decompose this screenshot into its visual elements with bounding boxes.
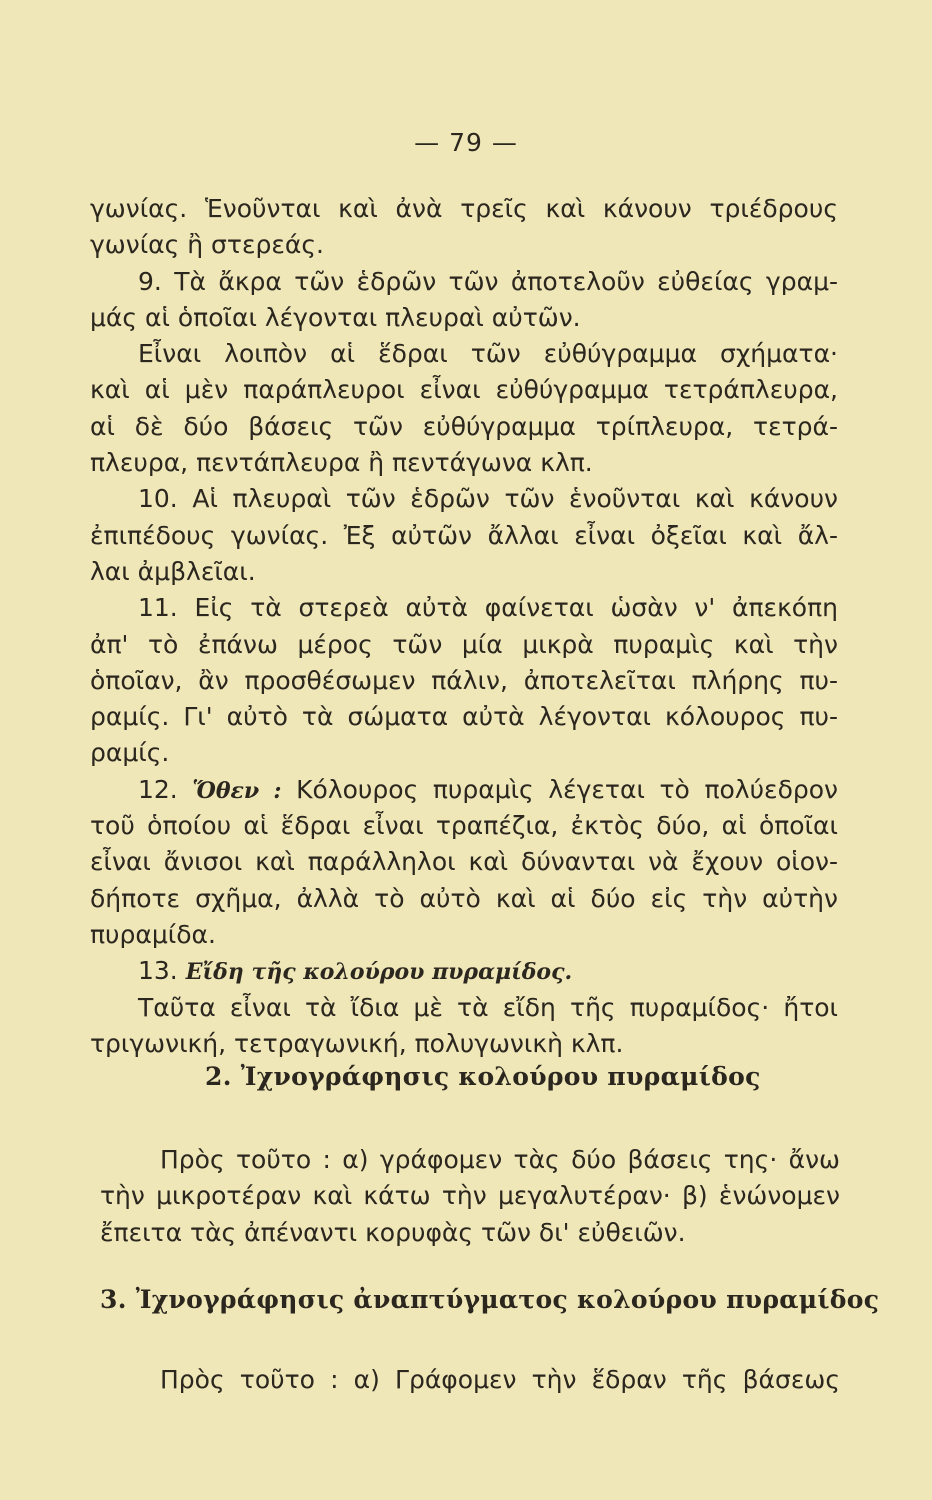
text-line: 9. Τὰ ἄκρα τῶν ἑδρῶν τῶν ἀποτελοῦν εὐθείας γραμ-: [138, 266, 838, 296]
text-line: 10. Αἱ πλευραὶ τῶν ἑδρῶν τῶν ἑνοῦνται καὶ κάνουν: [138, 484, 838, 514]
text-line: ραμίς. Γι' αὐτὸ τὰ σώματα αὐτὰ λέγονται κόλουρος πυ-: [90, 702, 838, 732]
text-line: τριγωνική, τετραγωνική, πολυγωνικὴ κλπ.: [90, 1028, 624, 1058]
text-line: Πρὸς τοῦτο : α) γράφομεν τὰς δύο βάσεις της· ἄνω: [160, 1145, 840, 1174]
text-line: [90, 772, 838, 808]
text-line: αἱ δὲ δύο βάσεις τῶν εὐθύγραμμα τρίπλευρα, τετρά-: [90, 411, 838, 441]
italic-term: Ὅθεν :: [192, 777, 282, 804]
text-line: πλευρα, πεντάπλευρα ἢ πεντάγωνα κλπ.: [90, 448, 593, 478]
section-heading-2: 2. Ἰχνογράφησις κολούρου πυραμίδος: [205, 1062, 761, 1091]
text-line: Πρὸς τοῦτο : α) Γράφομεν τὴν ἕδραν τῆς βάσεως: [160, 1365, 840, 1394]
section-3-text: [100, 1362, 840, 1398]
item-number: 12.: [138, 774, 178, 804]
text-line: ἀπ' τὸ ἐπάνω μέρος τῶν μία μικρὰ πυραμὶς καὶ τὴν: [90, 629, 838, 659]
text-line: μάς αἱ ὁποῖαι λέγονται πλευραὶ αὐτῶν.: [90, 302, 581, 332]
text-line: ὁποῖαν, ἂν προσθέσωμεν πάλιν, ἀποτελεῖται πλήρης πυ-: [90, 665, 838, 695]
text-line: δήποτε σχῆμα, ἀλλὰ τὸ αὐτὸ καὶ αἱ δύο εἰς τὴν αὐτὴν: [90, 883, 838, 913]
definition-text: Κόλουρος πυραμὶς λέγεται τὸ πολύεδρον: [296, 774, 838, 804]
page-number: — 79 —: [414, 128, 518, 157]
text-line: γωνίας ἢ στερεάς.: [90, 230, 324, 260]
italic-subtitle: Εἴδη τῆς κολούρου πυραμίδος.: [185, 959, 573, 986]
text-line: πυραμίδα.: [90, 919, 216, 949]
text-line: Ταῦτα εἶναι τὰ ἴδια μὲ τὰ εἴδη τῆς πυραμίδος· ἤτοι: [138, 992, 838, 1022]
text-line: τοῦ ὁποίου αἱ ἕδραι εἶναι τραπέζια, ἐκτὸς δύο, αἱ ὁποῖαι: [90, 811, 838, 841]
text-line: [90, 953, 838, 989]
text-line: καὶ αἱ μὲν παράπλευροι εἶναι εὐθύγραμμα τετράπλευρα,: [90, 375, 838, 405]
section-2-text: [100, 1142, 840, 1251]
text-line: 11. Εἰς τὰ στερεὰ αὐτὰ φαίνεται ὡσὰν ν' ἀπεκόπη: [138, 593, 838, 623]
text-line: ἐπιπέδους γωνίας. Ἐξ αὐτῶν ἄλλαι εἶναι ὀξεῖαι καὶ ἄλ-: [90, 520, 838, 550]
text-line: γωνίας. Ἑνοῦνται καὶ ἀνὰ τρεῖς καὶ κάνουν τριέδρους: [90, 194, 838, 223]
text-line: Εἶναι λοιπὸν αἱ ἕδραι τῶν εὐθύγραμμα σχήματα·: [138, 339, 838, 369]
body-text: [90, 191, 838, 1062]
text-line: λαι ἀμβλεῖαι.: [90, 556, 256, 586]
text-line: τὴν μικροτέραν καὶ κάτω τὴν μεγαλυτέραν· β) ἑνώνομεν: [100, 1181, 840, 1211]
text-line: ραμίς.: [90, 738, 170, 768]
text-line: ἔπειτα τὰς ἀπέναντι κορυφὰς τῶν δι' εὐθειῶν.: [100, 1217, 686, 1247]
item-number: 13.: [138, 956, 178, 986]
text-line: εἶναι ἄνισοι καὶ παράλληλοι καὶ δύνανται νὰ ἔχουν οἱον-: [90, 847, 838, 877]
section-heading-3: 3. Ἰχνογράφησις ἀναπτύγματος κολούρου πυραμίδος: [100, 1285, 880, 1314]
